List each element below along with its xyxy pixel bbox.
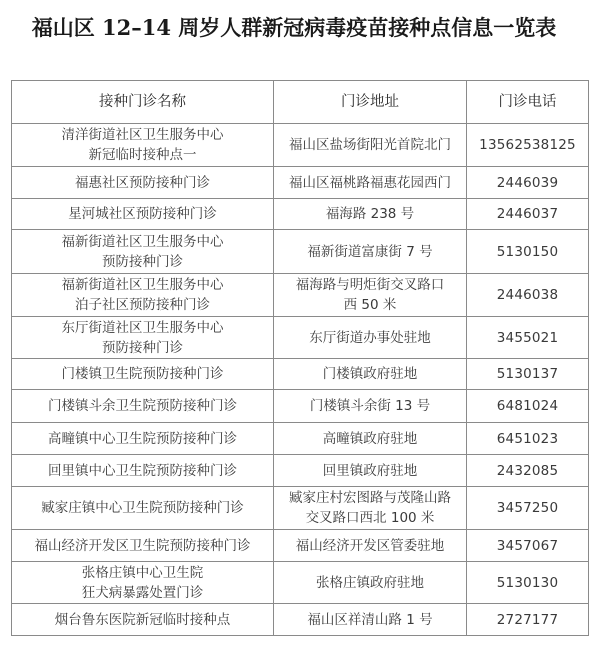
table-row — [12, 530, 589, 562]
clinic-name-line: 福新街道社区卫生服务中心 — [61, 233, 224, 250]
clinic-phone-cell: 6451023 — [467, 423, 589, 455]
header-clinic-name: 接种门诊名称 — [12, 81, 274, 124]
clinic-name-cell — [12, 455, 274, 487]
clinic-phone-cell: 2432085 — [467, 455, 589, 487]
clinic-address-line: 福海路与明炬街交叉路口 — [295, 277, 445, 293]
table-row — [12, 487, 589, 530]
clinic-name-line: 预防接种门诊 — [102, 339, 183, 356]
clinic-address-line: 福新街道富康街 7 号 — [307, 243, 433, 260]
clinic-name-line: 门楼镇斗余卫生院预防接种门诊 — [48, 398, 237, 414]
table-row — [12, 390, 589, 423]
clinic-phone-cell: 2446038 — [467, 274, 589, 317]
table-row — [12, 455, 589, 487]
table-header-row — [12, 81, 589, 124]
clinic-address-line: 交叉路口西北 100 米 — [305, 510, 435, 526]
clinic-name-cell — [12, 359, 274, 390]
table-row — [12, 359, 589, 390]
clinic-name-line: 臧家庄镇中心卫生院预防接种门诊 — [41, 500, 244, 516]
clinic-name-cell — [12, 230, 274, 274]
clinic-phone-cell: 5130150 — [467, 230, 589, 274]
clinic-address-cell — [274, 604, 467, 636]
clinic-name-line: 狂犬病暴露处置门诊 — [81, 584, 204, 601]
clinic-phone-cell: 6481024 — [467, 390, 589, 423]
clinic-address-line: 福山经济开发区管委驻地 — [295, 537, 445, 554]
table-row — [12, 167, 589, 199]
clinic-address-cell — [274, 423, 467, 455]
clinic-address-cell — [274, 317, 467, 359]
clinic-address-line: 西 50 米 — [343, 297, 397, 313]
table-row — [12, 230, 589, 274]
clinic-address-line: 门楼镇政府驻地 — [322, 366, 418, 382]
clinic-address-cell — [274, 487, 467, 530]
table-row — [12, 562, 589, 604]
clinic-address-cell — [274, 124, 467, 167]
clinic-name-line: 星河城社区预防接种门诊 — [68, 206, 217, 222]
clinic-name-cell — [12, 562, 274, 604]
table-row — [12, 124, 589, 167]
clinic-name-cell — [12, 487, 274, 530]
clinic-name-line: 门楼镇卫生院预防接种门诊 — [61, 366, 224, 382]
clinic-address-line: 福山区福桃路福惠花园西门 — [289, 174, 451, 191]
clinic-address-line: 门楼镇斗余街 13 号 — [309, 398, 431, 414]
clinic-name-line: 福惠社区预防接种门诊 — [75, 174, 210, 191]
header-clinic-phone: 门诊电话 — [467, 81, 589, 124]
table-row — [12, 199, 589, 230]
page-title: 福山区 12–14 周岁人群新冠病毒疫苗接种点信息一览表 — [31, 15, 557, 40]
clinic-name-line: 福新街道社区卫生服务中心 — [61, 277, 224, 293]
clinic-phone-cell: 2446037 — [467, 199, 589, 230]
clinic-phone-cell: 5130137 — [467, 359, 589, 390]
clinic-name-cell — [12, 124, 274, 167]
clinic-phone-cell: 3455021 — [467, 317, 589, 359]
clinic-address-line: 张格庄镇政府驻地 — [316, 574, 424, 591]
clinic-name-line: 福山经济开发区卫生院预防接种门诊 — [34, 537, 251, 554]
clinic-address-line: 福山区祥清山路 1 号 — [307, 611, 433, 628]
clinic-name-line: 高疃镇中心卫生院预防接种门诊 — [48, 430, 237, 447]
vaccination-sites-table — [11, 80, 589, 636]
header-clinic-address: 门诊地址 — [274, 81, 467, 124]
clinic-name-cell — [12, 167, 274, 199]
clinic-address-line: 东厅街道办事处驻地 — [309, 329, 431, 346]
clinic-name-line: 回里镇中心卫生院预防接种门诊 — [48, 462, 237, 479]
clinic-address-cell — [274, 390, 467, 423]
clinic-name-cell — [12, 199, 274, 230]
table-row — [12, 604, 589, 636]
clinic-address-cell — [274, 167, 467, 199]
clinic-address-cell — [274, 274, 467, 317]
clinic-address-cell — [274, 230, 467, 274]
clinic-name-cell — [12, 604, 274, 636]
table-row — [12, 423, 589, 455]
clinic-address-line: 福海路 238 号 — [325, 206, 415, 222]
clinic-address-cell — [274, 530, 467, 562]
clinic-name-cell — [12, 423, 274, 455]
clinic-phone-cell: 3457067 — [467, 530, 589, 562]
clinic-name-cell — [12, 317, 274, 359]
clinic-address-line: 高疃镇政府驻地 — [322, 430, 418, 447]
clinic-address-cell — [274, 562, 467, 604]
clinic-address-line: 回里镇政府驻地 — [322, 462, 418, 479]
clinic-address-line: 福山区盐场街阳光首院北门 — [289, 137, 451, 153]
clinic-name-cell — [12, 274, 274, 317]
clinic-phone-cell: 2727177 — [467, 604, 589, 636]
clinic-name-line: 新冠临时接种点一 — [88, 147, 197, 163]
table-row — [12, 317, 589, 359]
clinic-name-line: 东厅街道社区卫生服务中心 — [61, 319, 224, 336]
clinic-name-line: 烟台鲁东医院新冠临时接种点 — [54, 611, 231, 628]
clinic-name-line: 泊子社区预防接种门诊 — [75, 297, 210, 313]
clinic-phone-cell: 3457250 — [467, 487, 589, 530]
clinic-address-cell — [274, 359, 467, 390]
table-body — [12, 124, 589, 636]
clinic-name-line: 张格庄镇中心卫生院 — [81, 564, 204, 581]
clinic-address-cell — [274, 199, 467, 230]
clinic-phone-cell: 2446039 — [467, 167, 589, 199]
clinic-phone-cell: 5130130 — [467, 562, 589, 604]
clinic-name-cell — [12, 530, 274, 562]
clinic-name-cell — [12, 390, 274, 423]
clinic-name-line: 预防接种门诊 — [102, 253, 183, 270]
clinic-address-cell — [274, 455, 467, 487]
table-row — [12, 274, 589, 317]
clinic-phone-cell: 13562538125 — [467, 124, 589, 167]
clinic-name-line: 清洋街道社区卫生服务中心 — [61, 127, 224, 143]
clinic-address-line: 臧家庄村宏图路与茂隆山路 — [289, 490, 451, 506]
